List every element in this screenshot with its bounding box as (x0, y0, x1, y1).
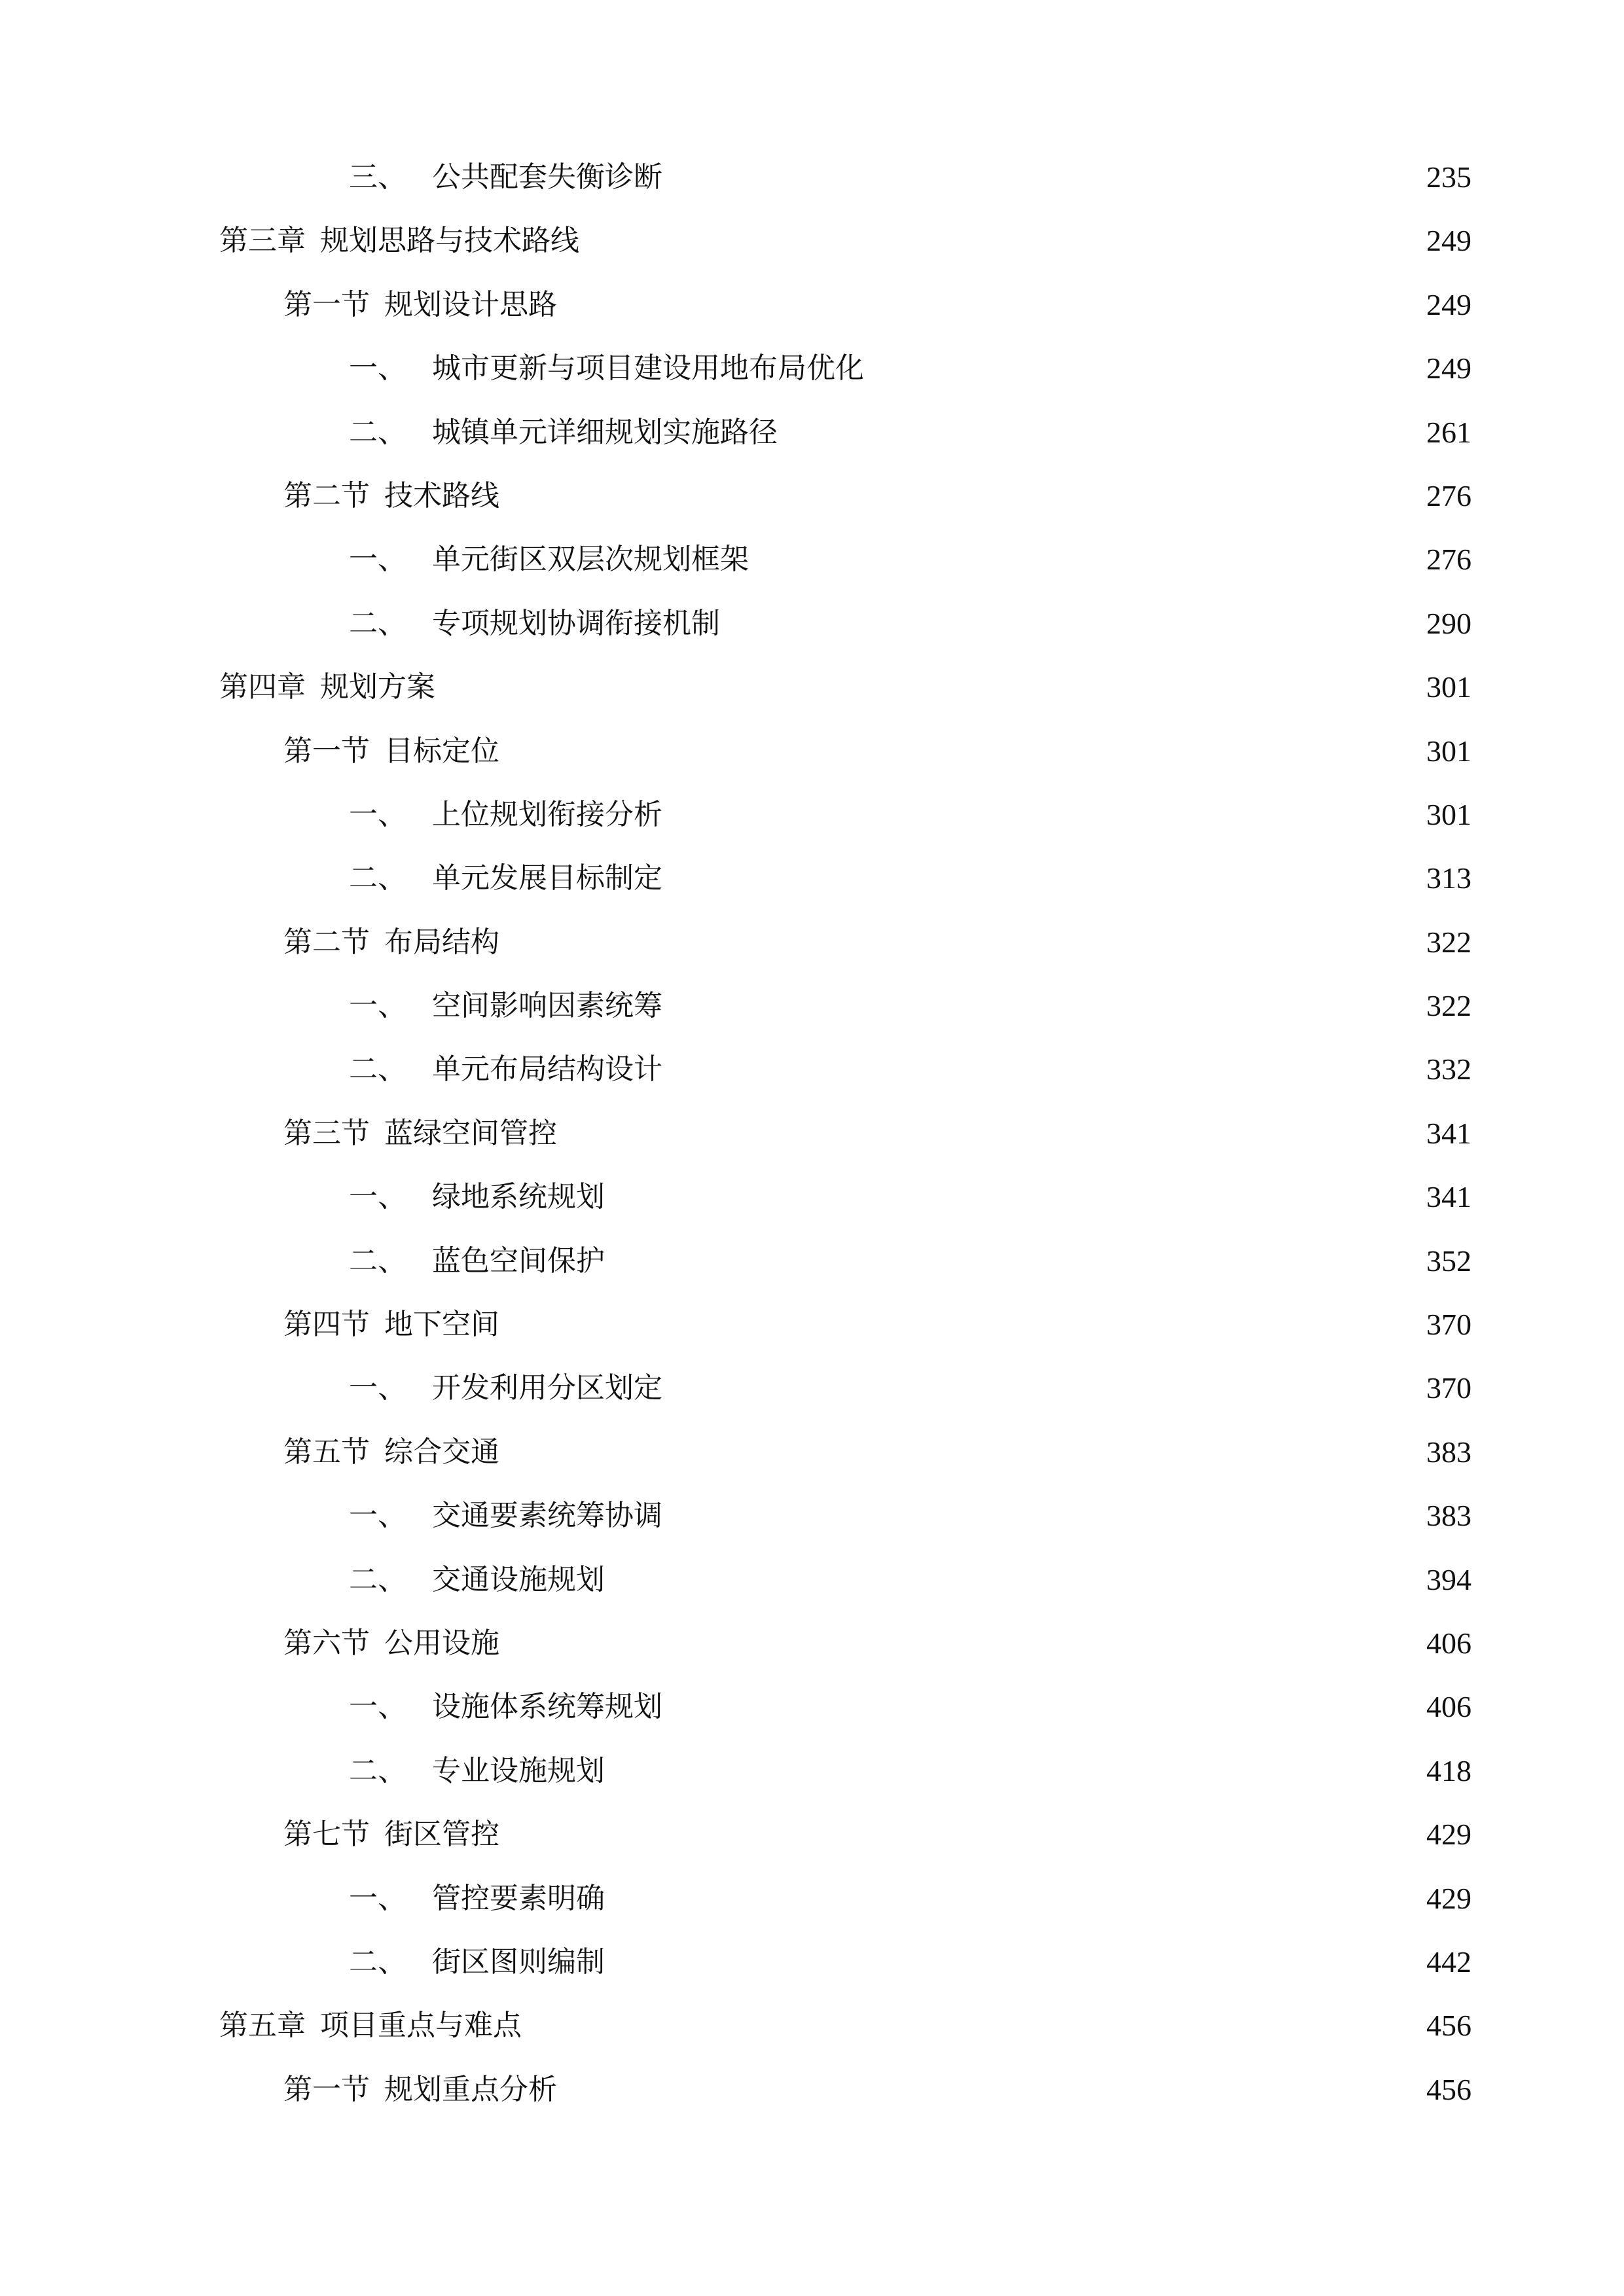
toc-entry-page-number: 290 (1426, 606, 1471, 640)
toc-entry-page-number: 429 (1426, 1881, 1471, 1915)
toc-entry[interactable] (0, 1484, 1624, 1547)
toc-entry[interactable] (0, 464, 1624, 528)
toc-entry-page-number: 456 (1426, 2072, 1471, 2106)
toc-entry[interactable] (0, 401, 1624, 464)
toc-entry-page-number: 442 (1426, 1945, 1471, 1979)
toc-entry-number: 一、 (349, 1881, 406, 1915)
toc-entry[interactable] (0, 910, 1624, 974)
toc-entry-number: 二、 (349, 1945, 406, 1979)
toc-entry-number: 一、 (349, 351, 406, 386)
toc-entry-page-number: 322 (1426, 989, 1471, 1023)
toc-entry-page-number: 394 (1426, 1562, 1471, 1596)
toc-entry-number: 第一节 (283, 287, 370, 321)
toc-entry-page-number: 406 (1426, 1690, 1471, 1724)
toc-entry[interactable] (0, 1356, 1624, 1420)
toc-entry-number: 一、 (349, 1180, 406, 1214)
toc-entry[interactable] (0, 1165, 1624, 1229)
toc-entry-title: 街区管控 (384, 1818, 499, 1852)
toc-entry-title: 开发利用分区划定 (432, 1371, 662, 1405)
toc-entry[interactable] (0, 846, 1624, 910)
toc-entry-page-number: 235 (1426, 160, 1471, 194)
toc-entry-number: 第二节 (283, 925, 370, 959)
toc-entry-number: 第二节 (283, 478, 370, 512)
toc-entry-page-number: 301 (1426, 797, 1471, 831)
toc-entry-number: 第三章 (219, 224, 306, 258)
toc-entry-title: 单元街区双层次规划框架 (432, 543, 749, 577)
toc-entry-title: 规划重点分析 (384, 2072, 557, 2106)
toc-entry-number: 第七节 (283, 1818, 370, 1852)
toc-entry-title: 城镇单元详细规划实施路径 (432, 415, 778, 449)
toc-entry-page-number: 332 (1426, 1052, 1471, 1086)
toc-entry-title: 公用设施 (384, 1626, 499, 1660)
toc-entry-page-number: 276 (1426, 543, 1471, 577)
toc-entry-title: 专业设施规划 (432, 1753, 605, 1787)
toc-entry-title: 交通设施规划 (432, 1562, 605, 1596)
toc-entry-page-number: 370 (1426, 1308, 1471, 1342)
toc-entry-title: 交通要素统筹协调 (432, 1499, 662, 1533)
toc-entry[interactable] (0, 974, 1624, 1037)
toc-entry[interactable] (0, 1229, 1624, 1293)
toc-entry-page-number: 301 (1426, 670, 1471, 704)
toc-entry-number: 第四节 (283, 1308, 370, 1342)
toc-entry-number: 二、 (349, 861, 406, 895)
toc-entry-page-number: 249 (1426, 224, 1471, 258)
toc-entry[interactable] (0, 719, 1624, 783)
toc-entry[interactable] (0, 528, 1624, 591)
toc-entry-number: 三、 (349, 160, 406, 194)
toc-entry-page-number: 370 (1426, 1371, 1471, 1405)
toc-entry-title: 规划思路与技术路线 (320, 224, 579, 258)
toc-entry-title: 管控要素明确 (432, 1881, 605, 1915)
toc-entry-title: 空间影响因素统筹 (432, 989, 662, 1023)
toc-entry-page-number: 406 (1426, 1626, 1471, 1660)
toc-entry[interactable] (0, 2058, 1624, 2121)
toc-entry[interactable] (0, 1420, 1624, 1484)
toc-entry-number: 第五章 (219, 2009, 306, 2043)
toc-entry-number: 二、 (349, 1562, 406, 1596)
toc-entry[interactable] (0, 655, 1624, 719)
toc-entry-page-number: 313 (1426, 861, 1471, 895)
toc-entry-page-number: 341 (1426, 1116, 1471, 1150)
toc-entry[interactable] (0, 1548, 1624, 1611)
toc-entry-title: 绿地系统规划 (432, 1180, 605, 1214)
toc-entry[interactable] (0, 1037, 1624, 1101)
toc-entry-number: 第四章 (219, 670, 306, 704)
toc-entry-title: 蓝色空间保护 (432, 1244, 605, 1278)
toc-entry-title: 项目重点与难点 (320, 2009, 522, 2043)
toc-entry[interactable] (0, 783, 1624, 846)
toc-entry-page-number: 352 (1426, 1244, 1471, 1278)
toc-entry-number: 二、 (349, 1244, 406, 1278)
toc-entry-title: 目标定位 (384, 734, 499, 768)
toc-entry-title: 综合交通 (384, 1435, 499, 1469)
toc-entry-number: 二、 (349, 606, 406, 640)
toc-entry[interactable] (0, 145, 1624, 209)
toc-entry-number: 一、 (349, 1690, 406, 1724)
toc-entry-page-number: 383 (1426, 1435, 1471, 1469)
toc-entry-title: 规划方案 (320, 670, 435, 704)
toc-entry-title: 单元布局结构设计 (432, 1052, 662, 1086)
toc-entry[interactable] (0, 1293, 1624, 1356)
toc-entry[interactable] (0, 592, 1624, 655)
toc-entry-page-number: 249 (1426, 287, 1471, 321)
toc-entry-number: 一、 (349, 1499, 406, 1533)
toc-entry[interactable] (0, 209, 1624, 272)
toc-entry-number: 第五节 (283, 1435, 370, 1469)
toc-entry[interactable] (0, 1675, 1624, 1738)
toc-entry-title: 地下空间 (384, 1308, 499, 1342)
toc-entry[interactable] (0, 273, 1624, 336)
toc-entry-page-number: 341 (1426, 1180, 1471, 1214)
toc-entry-number: 第一节 (283, 734, 370, 768)
toc-entry-title: 布局结构 (384, 925, 499, 959)
toc-entry-title: 设施体系统筹规划 (432, 1690, 662, 1724)
toc-entry-title: 专项规划协调衔接机制 (432, 606, 720, 640)
toc-entry-number: 第三节 (283, 1116, 370, 1150)
toc-entry-number: 第六节 (283, 1626, 370, 1660)
toc-entry-number: 第一节 (283, 2072, 370, 2106)
toc-entry-title: 公共配套失衡诊断 (432, 160, 662, 194)
toc-entry-number: 二、 (349, 1753, 406, 1787)
toc-entry[interactable] (0, 1994, 1624, 2057)
toc-entry[interactable] (0, 336, 1624, 400)
toc-entry[interactable] (0, 1803, 1624, 1866)
table-of-contents (0, 145, 1624, 2121)
toc-entry-title: 蓝绿空间管控 (384, 1116, 557, 1150)
toc-entry-page-number: 276 (1426, 478, 1471, 512)
toc-entry-title: 单元发展目标制定 (432, 861, 662, 895)
toc-entry-title: 街区图则编制 (432, 1945, 605, 1979)
toc-entry-number: 一、 (349, 989, 406, 1023)
toc-entry-title: 技术路线 (384, 478, 499, 512)
toc-entry-page-number: 322 (1426, 925, 1471, 959)
toc-entry-title: 城市更新与项目建设用地布局优化 (432, 351, 864, 386)
toc-entry-number: 二、 (349, 1052, 406, 1086)
toc-entry[interactable] (0, 1739, 1624, 1803)
toc-entry[interactable] (0, 1102, 1624, 1165)
toc-entry-page-number: 301 (1426, 734, 1471, 768)
toc-entry-page-number: 429 (1426, 1818, 1471, 1852)
toc-entry[interactable] (0, 1930, 1624, 1994)
toc-entry-number: 一、 (349, 1371, 406, 1405)
toc-entry-title: 上位规划衔接分析 (432, 797, 662, 831)
toc-entry[interactable] (0, 1611, 1624, 1675)
toc-entry-number: 一、 (349, 543, 406, 577)
toc-entry-page-number: 456 (1426, 2009, 1471, 2043)
toc-entry-page-number: 418 (1426, 1753, 1471, 1787)
toc-entry-number: 二、 (349, 415, 406, 449)
toc-entry-number: 一、 (349, 797, 406, 831)
toc-entry-page-number: 249 (1426, 351, 1471, 386)
toc-entry-page-number: 383 (1426, 1499, 1471, 1533)
toc-entry[interactable] (0, 1867, 1624, 1930)
toc-entry-page-number: 261 (1426, 415, 1471, 449)
toc-entry-title: 规划设计思路 (384, 287, 557, 321)
